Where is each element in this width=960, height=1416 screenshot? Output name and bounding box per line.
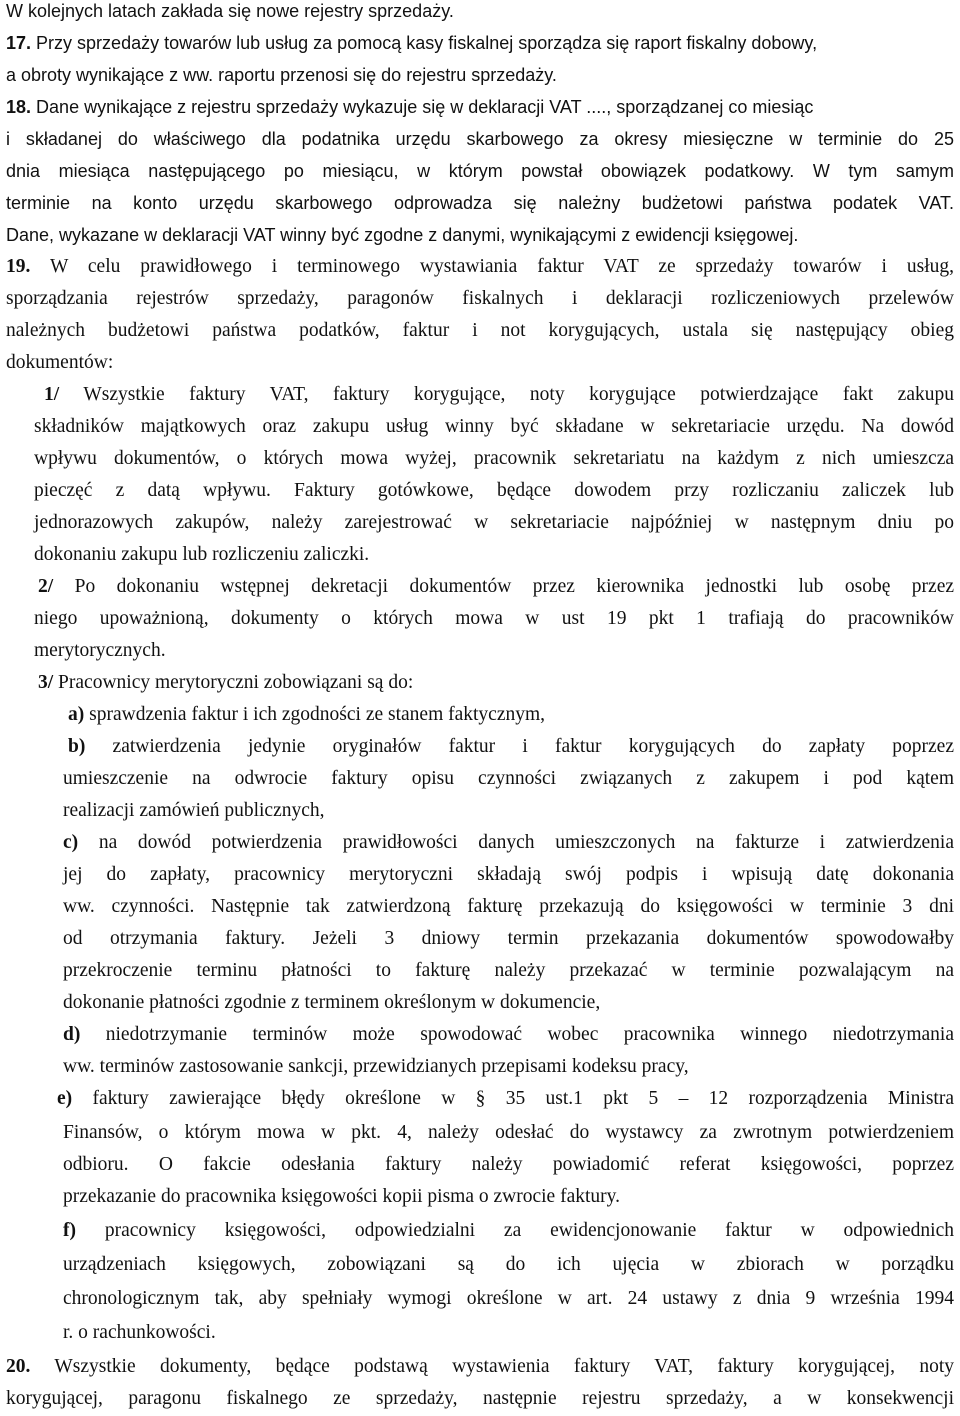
p18-line-3: dnia miesiąca następującego po miesiącu, w którym powstał obowiązek podatkowy. W tym samym [6,161,954,181]
p17-line-1: 17. Przy sprzedaży towarów lub usług za pomocą kasy fiskalnej sporządza się raport fiskalny dobowy, [6,33,818,53]
item-e-label: e) [57,1088,73,1109]
item-c-line-1: c) na dowód potwierdzenia prawidłowości danych umieszczonych na fakturze i zatwierdzenia [63,832,954,853]
s2-number: 2/ [38,576,54,597]
p17-number: 17. [6,33,32,53]
item-f-line-1: f) pracownicy księgowości, odpowiedzialni za ewidencjonowanie faktur w odpowiednich [63,1220,954,1241]
item-b-label: b) [68,736,86,757]
item-c-line-2: jej do zapłaty, pracownicy merytoryczni składają swój podpis i wpisują datę dokonania [63,864,954,885]
item-e-line-1: e) faktury zawierające błędy określone w § 35 ust.1 pkt 5 – 12 rozporządzenia Ministra [57,1088,954,1109]
item-e-line-3: odbioru. O fakcie odesłania faktury należy powiadomić referat księgowości, poprzez [63,1154,954,1175]
p19-line-4: dokumentów: [6,352,114,373]
p20-line-2: korygującej, paragonu fiskalnego ze sprzedaży, następnie rejestru sprzedaży, a w konsekwencji [6,1388,954,1409]
s3-line-1: 3/ Pracownicy merytoryczni zobowiązani są do: [38,672,414,693]
p19-number: 19. [6,256,31,277]
item-b-line-1: b) zatwierdzenia jedynie oryginałów faktur i faktur korygujących do zapłaty poprzez [68,736,954,757]
item-f-line-2: urządzeniach księgowych, zobowiązani są do ich ujęcia w zbiorach w porządku [63,1254,954,1275]
s1-line-2: składników majątkowych oraz zakupu usług winny być składane w sekretariacie urzędu. Na dowód [34,416,954,437]
item-b-line-3: realizacji zamówień publicznych, [63,800,325,821]
item-f-label: f) [63,1220,76,1241]
s1-line-1: 1/ Wszystkie faktury VAT, faktury korygujące, noty korygujące potwierdzające fakt zakupu [44,384,954,405]
s2-line-1: 2/ Po dokonaniu wstępnej dekretacji dokumentów przez kierownika jednostki lub osobę przez [38,576,954,597]
s2-line-2: niego upoważnioną, dokumenty o których mowa w ust 19 pkt 1 trafiają do pracowników [34,608,954,629]
s1-line-4: pieczęć z datą wpływu. Faktury gotówkowe, będące dowodem przy rozliczaniu zaliczek lub [34,480,954,501]
item-c-line-5: przekroczenie terminu płatności to fakturę należy przekazać w terminie pozwalającym na [63,960,954,981]
s1-number: 1/ [44,384,60,405]
item-f-line-4: r. o rachunkowości. [63,1322,216,1343]
item-a-label: a) [68,704,85,725]
item-c-line-3: ww. czynności. Następnie tak zatwierdzoną fakturę przekazują do księgowości w terminie 3 dni [63,896,954,917]
s3-number: 3/ [38,672,54,693]
p20-line-1: 20. Wszystkie dokumenty, będące podstawą wystawienia faktury VAT, faktury korygującej, noty [6,1356,954,1377]
p18-number: 18. [6,97,32,117]
item-d-label: d) [63,1024,81,1045]
s1-line-3: wpływu dokumentów, o których mowa wyżej, pracownik sekretariatu na każdym z nich umieszcza [34,448,954,469]
item-a-line-1: a) sprawdzenia faktur i ich zgodności ze stanem faktycznym, [68,704,546,725]
p17-line-2: a obroty wynikające z ww. raportu przenosi się do rejestru sprzedaży. [6,65,557,85]
s2-line-3: merytorycznych. [34,640,166,661]
s1-line-5: jednorazowych zakupów, należy zarejestrować w sekretariacie najpóźniej w następnym dniu po [34,512,954,533]
p19-line-1: 19. W celu prawidłowego i terminowego wystawiania faktur VAT ze sprzedaży towarów i usług, [6,256,954,277]
p18-line-1: 18. Dane wynikające z rejestru sprzedaży wykazuje się w deklaracji VAT ...., sporządzanej co miesiąc [6,97,814,117]
p18-line-2: i składanej do właściwego dla podatnika urzędu skarbowego za okresy miesięczne w terminie do 25 [6,129,954,149]
item-d-line-1: d) niedotrzymanie terminów może spowodować wobec pracownika winnego niedotrzymania [63,1024,955,1045]
item-c-line-6: dokonanie płatności zgodnie z terminem określonym w dokumencie, [63,992,601,1013]
item-d-line-2: ww. terminów zastosowanie sankcji, przewidzianych przepisami kodeksu pracy, [63,1056,689,1077]
item-b-line-2: umieszczenie na odwrocie faktury opisu czynności związanych z zakupem i pod kątem [63,768,954,789]
item-f-line-3: chronologicznym tak, aby spełniały wymogi określone w art. 24 ustawy z dnia 9 września 1994 [63,1288,954,1309]
s1-line-6: dokonaniu zakupu lub rozliczeniu zaliczki. [34,544,370,565]
p20-number: 20. [6,1356,31,1377]
item-e-line-2: Finansów, o którym mowa w pkt. 4, należy odesłać do wystawcy za zwrotnym potwierdzeniem [63,1122,954,1143]
item-c-line-4: od otrzymania faktury. Jeżeli 3 dniowy termin przekazania dokumentów spowodowałby [63,928,954,949]
p18-line-5: Dane, wykazane w deklaracji VAT winny być zgodne z danymi, wynikającymi z ewidencji księgowej. [6,225,799,245]
p19-line-2: sporządzania rejestrów sprzedaży, paragonów fiskalnych i deklaracji rozliczeniowych przelewów [6,288,954,309]
p19-line-3: należnych budżetowi państwa podatków, faktur i not korygujących, ustala się następujący obieg [6,320,954,341]
item-c-label: c) [63,832,79,853]
item-e-line-4: przekazanie do pracownika księgowości kopii pisma o zwrocie faktury. [63,1186,620,1207]
p18-line-4: terminie na konto urzędu skarbowego odprowadza się należny budżetowi państwa podatek VAT. [6,193,954,213]
intro-line: W kolejnych latach zakłada się nowe rejestry sprzedaży. [6,1,454,21]
